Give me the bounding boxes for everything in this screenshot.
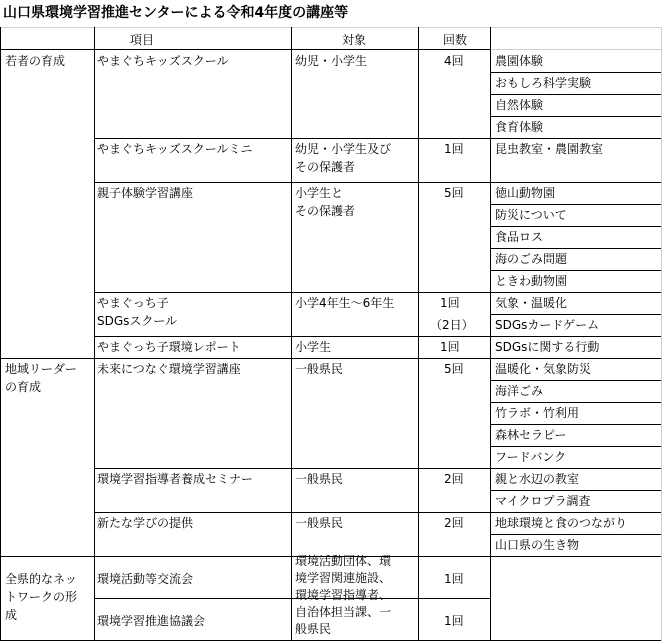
course-count: 2回	[444, 472, 464, 486]
grid-line-v	[490, 27, 491, 641]
category-leader-line2: の育成	[5, 380, 42, 394]
topic: 食育体験	[495, 120, 544, 134]
topic: 海洋ごみ	[495, 384, 544, 398]
course-count: 1回	[444, 614, 464, 628]
topic: 海のごみ問題	[495, 252, 568, 266]
grid-line-h	[94, 336, 490, 337]
category-network-line3: 成	[5, 608, 18, 622]
grid-line-h	[490, 314, 661, 315]
course-count: 2回	[444, 516, 464, 530]
grid-line-h	[490, 182, 661, 183]
course-name: 新たな学びの提供	[97, 516, 194, 530]
grid-line-v	[0, 27, 1, 641]
course-target: 一般県民	[295, 472, 344, 486]
grid-line-h	[490, 270, 661, 271]
category-leader-line1: 地域リーダー	[5, 362, 78, 376]
network-target-line: 般県民	[295, 622, 332, 636]
topic: マイクロプラ調査	[495, 494, 591, 508]
grid-line-h	[490, 446, 661, 447]
topic: 食品ロス	[495, 230, 544, 244]
network-target-line: 境学習関連施設、	[295, 571, 392, 585]
course-count: 1回	[444, 572, 464, 586]
grid-line-h	[94, 292, 490, 293]
grid-line-h	[0, 27, 661, 28]
header-target: 対象	[342, 33, 367, 47]
course-target: 小学4年生～6年生	[295, 296, 395, 310]
grid-line-h	[490, 94, 661, 95]
grid-line-h	[490, 204, 661, 205]
course-name-line1: やまぐっち子	[97, 296, 169, 310]
course-name: やまぐちキッズスクール	[97, 54, 229, 68]
grid-line-h	[490, 49, 661, 50]
grid-line-h	[490, 534, 661, 535]
topic: おもしろ科学実験	[495, 76, 592, 90]
topic: SDGsカードゲーム	[495, 318, 600, 332]
grid-line-h	[490, 336, 661, 337]
course-count: 1回	[440, 296, 460, 310]
grid-line-h	[94, 138, 490, 139]
topic: 防災について	[495, 208, 567, 222]
topic: 山口県の生き物	[495, 538, 580, 552]
grid-line-h	[490, 138, 661, 139]
page-title: 山口県環境学習推進センターによる令和4年度の講座等	[3, 5, 349, 21]
topic: 温暖化・気象防災	[495, 362, 592, 376]
grid-line-h	[490, 226, 661, 227]
topic: 自然体験	[495, 98, 544, 112]
course-name: 環境活動等交流会	[97, 572, 194, 586]
topic: 気象・温暖化	[495, 296, 568, 310]
category-youth: 若者の育成	[5, 54, 66, 68]
course-name: 未来につなぐ環境学習講座	[97, 362, 241, 376]
grid-line-h	[94, 182, 490, 183]
course-count: 5回	[444, 186, 464, 200]
topic: 昆虫教室・農園教室	[495, 142, 604, 156]
category-network-line2: トワークの形	[5, 590, 78, 604]
topic: 徳山動物園	[495, 186, 556, 200]
topic: フードバンク	[495, 450, 567, 464]
header-count: 回数	[443, 33, 468, 47]
topic: 竹ラボ・竹利用	[495, 406, 580, 420]
course-target: 小学生	[295, 340, 332, 354]
course-name: 親子体験学習講座	[97, 186, 194, 200]
grid-line-h	[0, 358, 661, 359]
grid-line-h	[490, 380, 661, 381]
course-target-line1: 幼児・小学生及び	[295, 142, 392, 156]
grid-line-h	[490, 424, 661, 425]
grid-line-v	[291, 27, 292, 641]
grid-line-h	[490, 72, 661, 73]
topic: 森林セラピー	[495, 428, 567, 442]
course-name: 環境学習推進協議会	[97, 614, 206, 628]
course-count: 4回	[444, 54, 464, 68]
course-name: やまぐっち子環境レポート	[97, 340, 241, 354]
topic: 地球環境と食のつながり	[495, 516, 628, 530]
grid-line-h	[490, 248, 661, 249]
course-target: 一般県民	[295, 362, 344, 376]
topic: 親と水辺の教室	[495, 472, 580, 486]
grid-line-h	[0, 49, 490, 50]
course-target-line1: 小学生と	[295, 186, 344, 200]
course-count: 1回	[444, 142, 464, 156]
course-target-line2: その保護者	[295, 160, 356, 174]
grid-line-h	[490, 468, 661, 469]
grid-line-v	[94, 27, 95, 49]
grid-line-v	[418, 27, 419, 641]
topic: SDGsに関する行動	[495, 340, 600, 354]
grid-line-h	[490, 512, 661, 513]
grid-line-h	[94, 512, 490, 513]
network-target-line: 環境活動団体、環	[295, 554, 392, 568]
grid-line-h	[490, 292, 661, 293]
course-target-line2: その保護者	[295, 204, 356, 218]
grid-line-h	[490, 116, 661, 117]
network-target-line: 環境学習指導者、	[295, 588, 392, 602]
grid-line-h	[490, 402, 661, 403]
course-target: 一般県民	[295, 516, 344, 530]
course-target: 幼児・小学生	[295, 54, 368, 68]
course-name: やまぐちキッズスクールミニ	[97, 142, 253, 156]
grid-line-v	[94, 49, 95, 641]
topic: ときわ動物園	[495, 274, 568, 288]
category-network-line1: 全県的なネッ	[5, 572, 78, 586]
course-name: 環境学習指導者養成セミナー	[97, 472, 254, 486]
course-count: 1回	[440, 340, 460, 354]
topic: 農園体験	[495, 54, 544, 68]
grid-line-h	[94, 468, 490, 469]
header-item: 項目	[130, 33, 155, 47]
grid-line-h	[94, 598, 490, 599]
course-name-line2: SDGsスクール	[97, 314, 178, 328]
course-count-note: （2日）	[430, 318, 474, 332]
course-count: 5回	[444, 362, 464, 376]
network-target-line: 自治体担当課、一	[295, 605, 392, 619]
grid-line-h	[490, 490, 661, 491]
